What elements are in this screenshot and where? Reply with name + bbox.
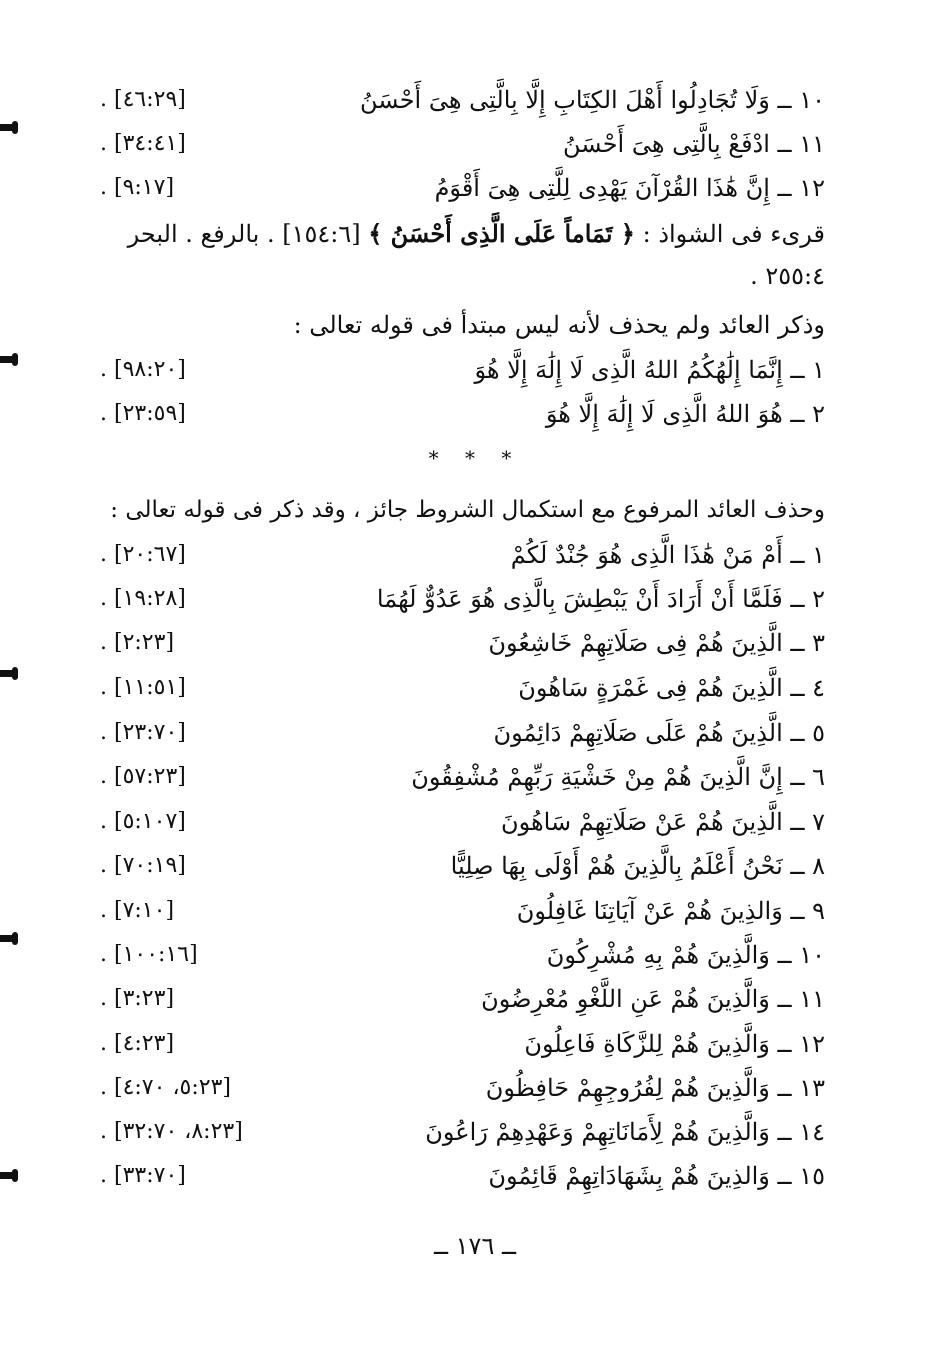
- verse-reference: [٥:١٠٧] .: [100, 809, 186, 834]
- verse-reference: [٢٣:٥٩] .: [100, 401, 186, 426]
- verse-line: [100, 977, 825, 1021]
- verse-reference: [٤٦:٢٩] .: [100, 87, 186, 112]
- verse-text: ٢ ــ فَلَمَّا أَنْ أَرَادَ أَنْ يَبْطِشَ بِالَّذِى هُوَ عَدُوٌّ لَهُمَا: [376, 585, 825, 613]
- verse-line: [100, 844, 825, 888]
- verse-line: [100, 533, 825, 577]
- verse-line: [100, 166, 825, 210]
- verse-text: ٧ ــ الَّذِينَ هُمْ عَنْ صَلَاتِهِمْ سَاهُونَ: [501, 808, 825, 836]
- verse-text: ٣ ــ الَّذِينَ هُمْ فِى صَلَاتِهِمْ خَاشِعُونَ: [488, 629, 825, 657]
- verse-text: ٦ ــ إِنَّ الَّذِينَ هُمْ مِنْ خَشْيَةِ رَبِّهِمْ مُشْفِقُونَ: [411, 763, 825, 791]
- section-intro: وحذف العائد المرفوع مع استكمال الشروط جائز ، وقد ذكر فى قوله تعالى :: [110, 497, 825, 523]
- verse-line: [100, 711, 825, 755]
- verse-line: [100, 348, 825, 392]
- verse-text: ٥ ــ الَّذِينَ هُمْ عَلَى صَلَاتِهِمْ دَائِمُونَ: [493, 719, 825, 747]
- verse-reference: [٢٣:٧٠] .: [100, 720, 186, 745]
- verse-reference: [١٩:٢٨] .: [100, 586, 186, 611]
- verse-line: [100, 800, 825, 844]
- verse-line: [100, 933, 825, 977]
- binding-mark: [0, 1172, 18, 1179]
- verse-line: [100, 666, 825, 710]
- page-number: ــ ١٧٦ ــ: [433, 1232, 517, 1260]
- verse-reference: [١٠٠:١٦] .: [100, 942, 198, 967]
- verse-line: [100, 78, 825, 122]
- verse-reference: [٩٨:٢٠] .: [100, 357, 186, 382]
- verse-line: [100, 392, 825, 436]
- verse-text: ١٠ ــ وَلَا تُجَادِلُوا أَهْلَ الكِتَابِ إِلَّا بِالَّتِى هِىَ أَحْسَنُ: [360, 86, 825, 114]
- verse-text: ٢ ــ هُوَ اللهُ الَّذِى لَا إِلَٰهَ إِلَّا هُوَ: [545, 400, 825, 428]
- verse-reference: [٩:١٧] .: [100, 175, 175, 200]
- verse-reference: [٧:١٠] .: [100, 898, 175, 923]
- verse-text: ١٢ ــ إِنَّ هَٰذَا القُرْآنَ يَهْدِى لِلَّتِى هِىَ أَقْوَمُ: [434, 174, 825, 202]
- shawadh-prefix: قرىء فى الشواذ :: [634, 220, 825, 248]
- verse-text: ١١ ــ ادْفَعْ بِالَّتِى هِىَ أَحْسَنُ: [563, 130, 825, 158]
- verse-line: [100, 1154, 825, 1198]
- shawadh-line2: ٢٥٥:٤ .: [750, 262, 825, 290]
- verse-reference: [٤:٢٣] .: [100, 1031, 175, 1056]
- verse-text: ١ ــ أَمْ مَنْ هَٰذَا الَّذِى هُوَ جُنْدٌ لَكُمْ: [510, 541, 825, 569]
- verse-line: [100, 1022, 825, 1066]
- verse-reference: [٢:٢٣] .: [100, 630, 175, 655]
- verse-line: [100, 621, 825, 665]
- verse-reference: [٨:٢٣، ٣٢:٧٠] .: [100, 1119, 243, 1144]
- verse-reference: [١١:٥١] .: [100, 675, 186, 700]
- verse-reference: [٥٧:٢٣] .: [100, 764, 186, 789]
- verse-line: [100, 122, 825, 166]
- verse-line: [100, 1110, 825, 1154]
- shawadh-paragraph: [100, 212, 825, 256]
- verse-line: [100, 577, 825, 621]
- verse-line: [100, 1066, 825, 1110]
- verse-text: ٩ ــ وَالذِينَ هُمْ عَنْ آيَاتِنَا غَافِلُونَ: [516, 897, 825, 925]
- verse-reference: [٧٠:١٩] .: [100, 853, 186, 878]
- verse-text: ٨ ــ نَحْنُ أَعْلَمُ بِالَّذِينَ هُمْ أَوْلَى بِهَا صِلِيًّا: [450, 852, 825, 880]
- verse-line: [100, 755, 825, 799]
- shawadh-quote: ﴿ تَمَاماً عَلَى الَّذِى أَحْسَنُ ﴾: [368, 219, 635, 248]
- verse-text: ١٥ ــ وَالذِينَ هُمْ بِشَهَادَاتِهِمْ قَائِمُونَ: [488, 1162, 825, 1190]
- verse-reference: [٣٤:٤١] .: [100, 131, 186, 156]
- verse-text: ١١ ــ وَالَّذِينَ هُمْ عَنِ اللَّغْوِ مُعْرِضُونَ: [481, 985, 825, 1013]
- section-intro: وذكر العائد ولم يحذف لأنه ليس مبتدأ فى قوله تعالى :: [293, 311, 825, 339]
- verse-reference: [٣٣:٧٠] .: [100, 1163, 186, 1188]
- shawadh-suffix: [١٥٤:٦] . بالرفع . البحر: [127, 220, 369, 248]
- verse-text: ١٠ ــ وَالَّذِينَ هُمْ بِهِ مُشْرِكُونَ: [546, 941, 825, 969]
- verse-text: ١٤ ــ وَالَّذِينَ هُمْ لِأَمَانَاتِهِمْ وَعَهْدِهِمْ رَاعُونَ: [425, 1118, 825, 1146]
- verse-reference: [٣:٢٣] .: [100, 986, 175, 1011]
- section-separator: * * *: [428, 446, 522, 470]
- verse-reference: [٢٠:٦٧] .: [100, 542, 186, 567]
- verse-text: ٤ ــ الَّذِينَ هُمْ فِى غَمْرَةٍ سَاهُونَ: [518, 674, 825, 702]
- verse-text: ١ ــ إِنَّمَا إِلَٰهُكُمُ اللهُ الَّذِى لَا إِلَٰهَ إِلَّا هُوَ: [474, 356, 825, 384]
- binding-mark: [0, 356, 18, 363]
- binding-mark: [0, 935, 18, 942]
- verse-reference: [٥:٢٣، ٤:٧٠] .: [100, 1075, 232, 1100]
- shawadh-paragraph-continued: [100, 254, 825, 298]
- binding-mark: [0, 124, 18, 131]
- binding-mark: [0, 670, 18, 677]
- verse-text: ١٢ ــ وَالَّذِينَ هُمْ لِلزَّكَاةِ فَاعِلُونَ: [524, 1030, 825, 1058]
- verse-text: ١٣ ــ وَالَّذِينَ هُمْ لِفُرُوجِهِمْ حَافِظُونَ: [485, 1074, 825, 1102]
- verse-line: [100, 889, 825, 933]
